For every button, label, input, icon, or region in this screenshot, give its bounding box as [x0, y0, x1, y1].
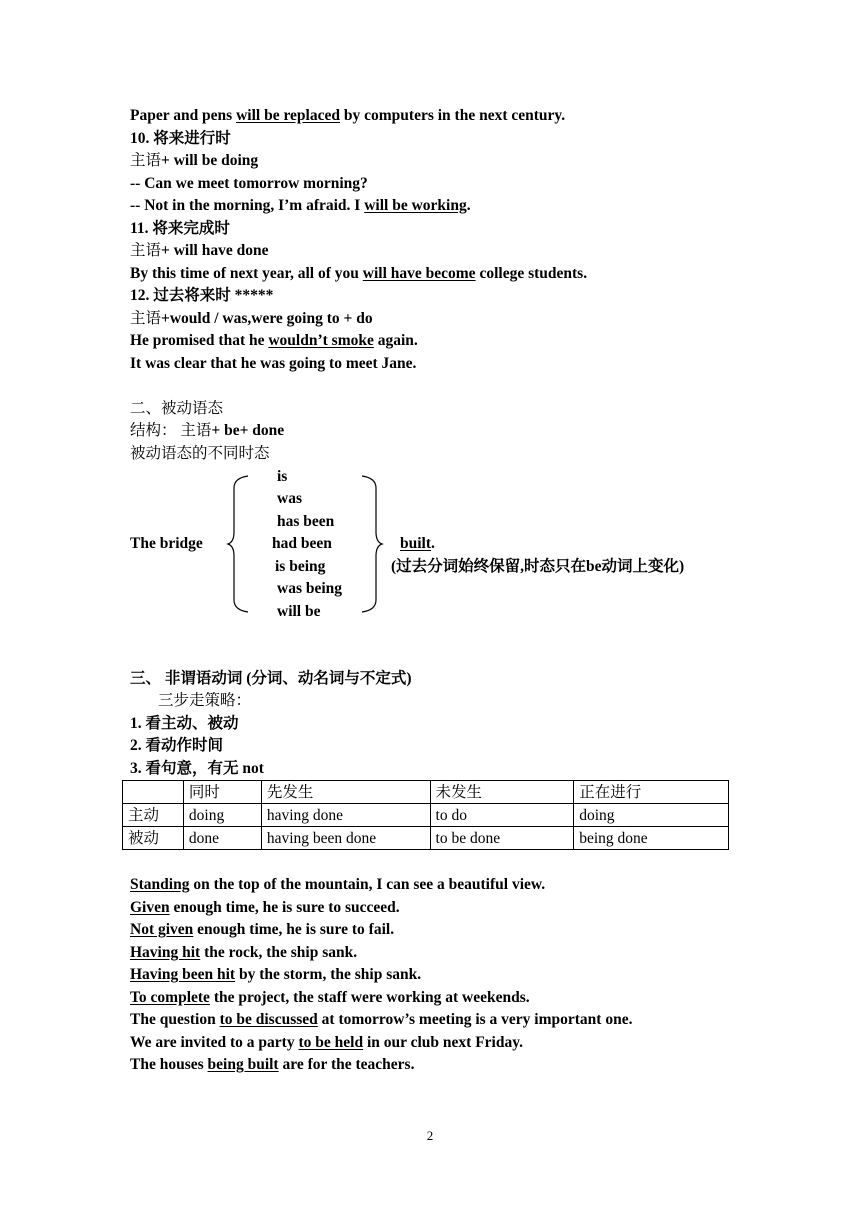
- strategy-step-3: 3. 看句意，有无 not: [130, 760, 264, 777]
- passive-form-3: has been: [277, 513, 335, 530]
- heading-future-perfect: 11. 将来完成时: [130, 220, 230, 237]
- table-header-cell: 同时: [183, 781, 261, 804]
- example-sentence: The question to be discussed at tomorrow’s meeting is a very important one.: [130, 1011, 633, 1028]
- table-header-cell: 先发生: [261, 781, 430, 804]
- example-future-in-past-2: It was clear that he was going to meet Jane.: [130, 355, 417, 372]
- passive-structure: 结构： 主语+ be+ done: [130, 422, 285, 439]
- example-future-passive: Paper and pens will be replaced by computers in the next century.: [130, 107, 566, 124]
- formula-future-continuous: 主语+ will be doing: [130, 152, 259, 169]
- strategy-step-1: 1. 看主动、被动: [130, 715, 239, 732]
- table-cell: doing: [183, 804, 261, 827]
- table-cell: 被动: [123, 827, 184, 850]
- heading-future-continuous: 10. 将来进行时: [130, 130, 231, 147]
- example-sentence: Having hit the rock, the ship sank.: [130, 944, 358, 961]
- passive-form-4: had been: [272, 535, 332, 552]
- example-sentence: Not given enough time, he is sure to fail.: [130, 921, 395, 938]
- table-cell: having been done: [261, 827, 430, 850]
- passive-subheading: 被动语态的不同时态: [130, 445, 270, 462]
- table-row: [123, 827, 729, 850]
- dialogue-question: -- Can we meet tomorrow morning?: [130, 175, 368, 192]
- table-header-cell: 正在进行: [574, 781, 729, 804]
- section-heading-nonfinite: 三、 非谓语动词 (分词、动名词与不定式): [130, 670, 412, 687]
- formula-future-perfect: 主语+ will have done: [130, 242, 269, 259]
- passive-form-5: is being: [275, 558, 326, 575]
- table-header-row: [123, 781, 729, 804]
- table-cell: being done: [574, 827, 729, 850]
- passive-subject: The bridge: [130, 535, 203, 552]
- example-sentence: We are invited to a party to be held in our club next Friday.: [130, 1034, 523, 1051]
- table-header-cell: [123, 781, 184, 804]
- section-heading-passive: 二、被动语态: [130, 400, 224, 417]
- dialogue-answer: -- Not in the morning, I’m afraid. I will be working.: [130, 197, 471, 214]
- table-cell: to be done: [430, 827, 574, 850]
- table-row: [123, 804, 729, 827]
- nonfinite-table: [122, 780, 729, 850]
- example-sentence: Standing on the top of the mountain, I can see a beautiful view.: [130, 876, 546, 893]
- table-header-cell: 未发生: [430, 781, 574, 804]
- passive-form-1: is: [277, 468, 288, 485]
- example-sentence: To complete the project, the staff were working at weekends.: [130, 989, 530, 1006]
- passive-form-7: will be: [277, 603, 321, 620]
- example-sentence: Having been hit by the storm, the ship sank.: [130, 966, 422, 983]
- passive-form-6: was being: [277, 580, 343, 597]
- formula-future-in-past: 主语+would / was,were going to + do: [130, 310, 373, 327]
- strategy-step-2: 2. 看动作时间: [130, 737, 224, 754]
- table-cell: doing: [574, 804, 729, 827]
- page-number: 2: [426, 1128, 434, 1143]
- example-future-in-past-1: He promised that he wouldn’t smoke again.: [130, 332, 418, 349]
- example-sentence: The houses being built are for the teachers.: [130, 1056, 415, 1073]
- example-sentence: Given enough time, he is sure to succeed.: [130, 899, 400, 916]
- passive-note: (过去分词始终保留,时态只在be动词上变化): [391, 558, 685, 575]
- passive-form-2: was: [277, 490, 302, 507]
- passive-verb: built.: [400, 535, 435, 552]
- example-future-perfect: By this time of next year, all of you will have become college students.: [130, 265, 588, 282]
- table-cell: done: [183, 827, 261, 850]
- table-cell: 主动: [123, 804, 184, 827]
- table-cell: to do: [430, 804, 574, 827]
- heading-future-in-past: 12. 过去将来时 *****: [130, 287, 274, 304]
- table-cell: having done: [261, 804, 430, 827]
- strategy-heading: 三步走策略：: [158, 692, 252, 709]
